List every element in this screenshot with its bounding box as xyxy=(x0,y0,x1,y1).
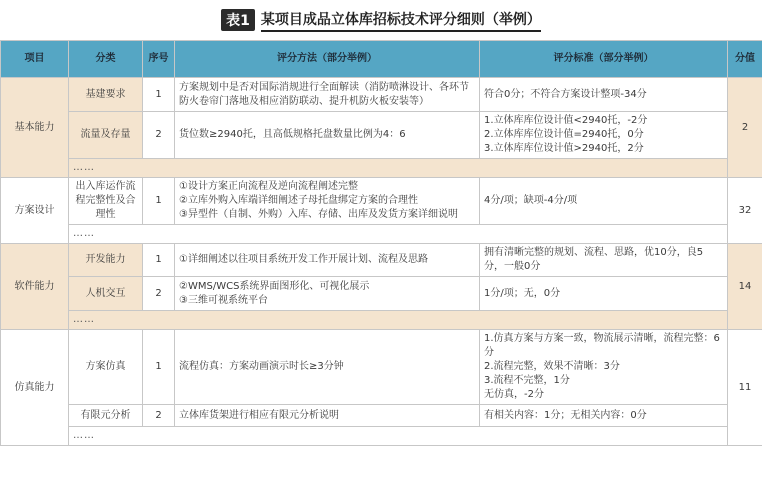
section-score: 32 xyxy=(728,178,762,244)
row-index: 1 xyxy=(143,244,175,277)
method-line: ②立库外购入库端详细阐述子母托盘绑定方案的合理性 xyxy=(179,195,418,206)
header-project: 项目 xyxy=(1,41,69,78)
table-row xyxy=(1,405,762,427)
row-subcategory: 出入库运作流程完整性及合理性 xyxy=(69,178,143,225)
row-subcategory: 方案仿真 xyxy=(69,330,143,405)
method-line: ①设计方案正向流程及逆向流程阐述完整 xyxy=(179,181,358,192)
ellipsis-cell: …… xyxy=(69,427,728,446)
row-method xyxy=(175,244,480,277)
row-index: 1 xyxy=(143,178,175,225)
ellipsis-cell: …… xyxy=(69,311,728,330)
row-subcategory: 基建要求 xyxy=(69,78,143,112)
table-caption xyxy=(0,0,762,40)
table-row xyxy=(1,330,762,405)
standard-line: 2.立体库库位设计值=2940托，0分 xyxy=(484,129,644,140)
row-standard xyxy=(480,277,728,311)
row-standard xyxy=(480,112,728,159)
ellipsis-row xyxy=(1,159,762,178)
row-index: 2 xyxy=(143,277,175,311)
standard-line: 1.仿真方案与方案一致，物流展示清晰，流程完整：6分 xyxy=(484,333,720,358)
header-index: 序号 xyxy=(143,41,175,78)
section-score: 2 xyxy=(728,78,762,178)
table-row xyxy=(1,244,762,277)
ellipsis-cell: …… xyxy=(69,159,728,178)
row-index: 2 xyxy=(143,112,175,159)
row-index: 2 xyxy=(143,405,175,427)
section-category: 软件能力 xyxy=(1,244,69,330)
section-category: 基本能力 xyxy=(1,78,69,178)
header-category: 分类 xyxy=(69,41,143,78)
header-method: 评分方法（部分举例） xyxy=(175,41,480,78)
row-method xyxy=(175,178,480,225)
header-standard: 评分标准（部分举例） xyxy=(480,41,728,78)
ellipsis-cell: …… xyxy=(69,225,728,244)
standard-line: 4分/项；缺项-4分/项 xyxy=(484,195,578,206)
method-line: ③三维可视系统平台 xyxy=(179,294,268,306)
section-score: 11 xyxy=(728,330,762,446)
row-method xyxy=(175,112,480,159)
table-row xyxy=(1,178,762,225)
caption-tag: 表1 xyxy=(221,9,255,31)
caption-title: 某项目成品立体库招标技术评分细则（举例） xyxy=(261,9,541,32)
standard-line: 3.流程不完整，1分 xyxy=(484,375,570,386)
standard-line: 拥有清晰完整的规划、流程、思路，优10分，良5分，一般0分 xyxy=(484,247,704,272)
table-row xyxy=(1,277,762,311)
standard-line: 无仿真，-2分 xyxy=(484,389,544,400)
method-line: ①详细阐述以往项目系统开发工作开展计划、流程及思路 xyxy=(179,254,428,265)
method-line: 立体库货架进行相应有限元分析说明 xyxy=(179,409,339,421)
table-row xyxy=(1,112,762,159)
row-method xyxy=(175,277,480,311)
standard-line: 符合0分；不符合方案设计整项-34分 xyxy=(484,88,647,100)
method-line: ③异型件（自制、外购）入库、存储、出库及发货方案详细说明 xyxy=(179,209,458,220)
standard-line: 2.流程完整，效果不清晰：3分 xyxy=(484,361,620,372)
row-standard xyxy=(480,405,728,427)
section-category: 仿真能力 xyxy=(1,330,69,446)
section-category: 方案设计 xyxy=(1,178,69,244)
row-subcategory: 人机交互 xyxy=(69,277,143,311)
row-standard xyxy=(480,244,728,277)
method-line: 流程仿真：方案动画演示时长≥3分钟 xyxy=(179,361,344,372)
standard-line: 有相关内容：1分；无相关内容：0分 xyxy=(484,409,647,421)
row-index: 1 xyxy=(143,330,175,405)
row-method xyxy=(175,78,480,112)
row-method xyxy=(175,330,480,405)
row-standard xyxy=(480,330,728,405)
row-subcategory: 开发能力 xyxy=(69,244,143,277)
method-line: 货位数≥2940托，且高低规格托盘数量比例为4：6 xyxy=(179,129,406,140)
method-line: 方案规划中是否对国际消规进行全面解读（消防喷淋设计、各环节防火卷帘门落地及相应消防联动、提升机防火板安装等） xyxy=(179,81,469,107)
method-line: ②WMS/WCS系统界面图形化、可视化展示 xyxy=(179,280,370,292)
table-row xyxy=(1,78,762,112)
table-header-row xyxy=(1,41,762,78)
ellipsis-row xyxy=(1,427,762,446)
row-method xyxy=(175,405,480,427)
row-subcategory: 流量及存量 xyxy=(69,112,143,159)
ellipsis-row xyxy=(1,225,762,244)
row-index: 1 xyxy=(143,78,175,112)
scoring-table xyxy=(0,40,762,446)
row-standard xyxy=(480,178,728,225)
row-subcategory: 有限元分析 xyxy=(69,405,143,427)
header-score: 分值 xyxy=(728,41,762,78)
row-standard xyxy=(480,78,728,112)
standard-line: 3.立体库库位设计值>2940托，2分 xyxy=(484,143,644,154)
standard-line: 1分/项；无，0分 xyxy=(484,287,561,299)
ellipsis-row xyxy=(1,311,762,330)
section-score: 14 xyxy=(728,244,762,330)
standard-line: 1.立体库库位设计值<2940托，-2分 xyxy=(484,115,648,126)
